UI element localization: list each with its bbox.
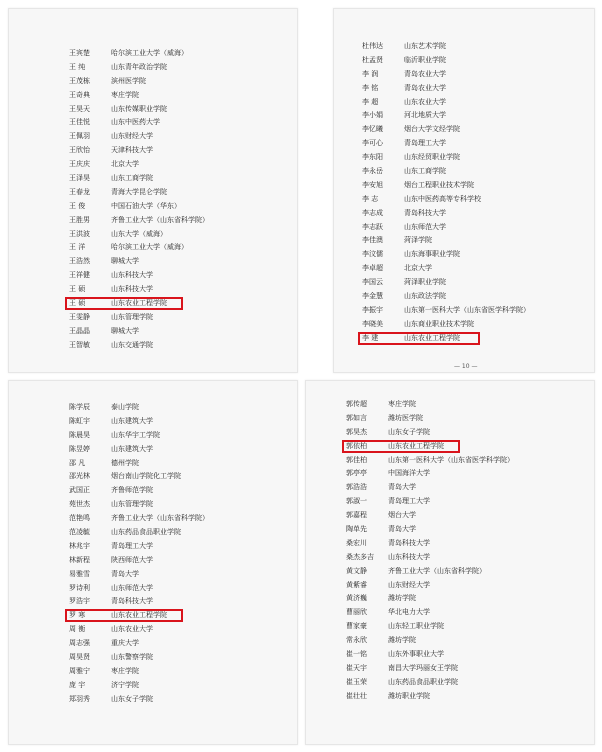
- school-name: 山东政法学院: [404, 292, 446, 301]
- person-name: 李金慧: [362, 292, 383, 301]
- person-name: 王佳悦: [69, 118, 90, 127]
- list-item: [69, 103, 209, 117]
- school-name: 青岛大学: [388, 525, 416, 534]
- person-name: 李志跃: [362, 222, 383, 231]
- school-name: 山东科技大学: [111, 285, 153, 294]
- person-name: 周志强: [69, 639, 90, 648]
- person-name: 李可心: [362, 139, 383, 148]
- person-name: 武国正: [69, 486, 90, 495]
- person-name: 邵光林: [69, 472, 90, 481]
- person-name: 郭传超: [346, 400, 367, 408]
- highlighted-list-item: [69, 609, 209, 623]
- person-name: 郑羽秀: [69, 694, 90, 703]
- person-name: 黄济巍: [346, 594, 367, 603]
- list-item: [69, 255, 209, 269]
- document-page-2: [333, 8, 595, 373]
- person-name: 杜伟达: [362, 42, 383, 50]
- person-name: 李 志: [362, 194, 379, 203]
- school-name: 潍坊医学院: [388, 413, 423, 422]
- list-item: [362, 193, 530, 207]
- list-item: [346, 565, 514, 579]
- person-name: 周昊贤: [69, 653, 90, 662]
- person-name: 王庆庆: [69, 160, 90, 169]
- highlighted-list-item: [346, 440, 514, 454]
- school-name: 烟台南山学院化工学院: [111, 472, 181, 481]
- document-page-4: [305, 380, 595, 745]
- school-name: 烟台大学文经学院: [404, 125, 460, 134]
- list-item: [69, 144, 209, 158]
- person-name: 李 建: [362, 333, 379, 342]
- school-name: 山东药品食品职业学院: [388, 677, 458, 686]
- list-item: [69, 47, 209, 61]
- person-name: 李小娟: [362, 111, 383, 120]
- person-name: 桑宏川: [346, 538, 367, 547]
- school-name: 天津科技大学: [111, 146, 153, 155]
- list-item: [346, 481, 514, 495]
- school-name: 南昌大学玛丽女王学院: [388, 663, 458, 672]
- school-name: 哈尔滨工业大学（威海）: [111, 243, 188, 252]
- person-name: 王雯静: [69, 312, 90, 321]
- person-name: 李东阳: [362, 153, 383, 162]
- list-item: [69, 554, 209, 568]
- list-item: [69, 443, 209, 457]
- list-item: [362, 109, 530, 123]
- list-item: [346, 676, 514, 690]
- person-name: 庞 宇: [69, 680, 86, 689]
- list-item: [362, 304, 530, 318]
- list-item: [69, 186, 209, 200]
- person-name: 王 硕: [69, 285, 86, 294]
- document-page-3: [8, 380, 298, 745]
- list-item: [346, 398, 514, 412]
- school-name: 青岛大学: [111, 569, 139, 578]
- list-item: [346, 634, 514, 648]
- person-name: 王 硕: [69, 299, 86, 308]
- person-name: 王 洋: [69, 243, 86, 252]
- name-list: [346, 398, 514, 704]
- person-name: 陈昱婷: [69, 444, 90, 453]
- person-name: 苑世杰: [69, 500, 90, 509]
- person-name: 郭浩浩: [346, 483, 367, 492]
- list-item: [69, 484, 209, 498]
- school-name: 山东华宇工学院: [111, 430, 160, 439]
- person-name: 王佩羽: [69, 132, 90, 141]
- list-item: [69, 61, 209, 75]
- list-item: [362, 276, 530, 290]
- school-name: 山东中医药高等专科学校: [404, 194, 481, 203]
- person-name: 桑杰多吉: [346, 552, 374, 561]
- school-name: 河北地质大学: [404, 111, 446, 120]
- list-item: [346, 592, 514, 606]
- person-name: 范凌毓: [69, 528, 90, 537]
- person-name: 周雅宁: [69, 666, 90, 675]
- person-name: 郭亭亭: [346, 469, 367, 478]
- school-name: 齐鲁工业大学（山东省科学院）: [388, 566, 486, 575]
- person-name: 王浩然: [69, 257, 90, 266]
- person-name: 范艳鸣: [69, 514, 90, 523]
- school-name: 山东工商学院: [404, 167, 446, 176]
- school-name: 山东管理学院: [111, 500, 153, 509]
- school-name: 山东警察学院: [111, 653, 153, 662]
- list-item: [69, 241, 209, 255]
- list-item: [69, 214, 209, 228]
- list-item: [346, 690, 514, 704]
- person-name: 崔天宇: [346, 663, 367, 672]
- list-item: [69, 595, 209, 609]
- school-name: 山东农业大学: [111, 625, 153, 634]
- person-name: 罗 寒: [69, 611, 86, 620]
- school-name: 陕西师范大学: [111, 555, 153, 564]
- list-item: [362, 290, 530, 304]
- list-item: [69, 228, 209, 242]
- list-item: [346, 551, 514, 565]
- school-name: 山东药品食品职业学院: [111, 528, 181, 537]
- school-name: 中国海洋大学: [388, 469, 430, 478]
- person-name: 常永欣: [346, 636, 367, 645]
- school-name: 青海大学昆仑学院: [111, 187, 167, 196]
- list-item: [69, 540, 209, 554]
- highlighted-list-item: [69, 297, 209, 311]
- list-item: [346, 412, 514, 426]
- list-item: [346, 454, 514, 468]
- school-name: 烟台工程职业技术学院: [404, 180, 474, 189]
- person-name: 王春龙: [69, 187, 90, 196]
- person-name: 李安旭: [362, 180, 383, 189]
- school-name: 山东农业工程学院: [111, 611, 167, 620]
- list-item: [362, 123, 530, 137]
- list-item: [69, 637, 209, 651]
- person-name: 王祥健: [69, 271, 90, 280]
- person-name: 李卓超: [362, 264, 383, 273]
- school-name: 华北电力大学: [388, 608, 430, 617]
- list-item: [362, 137, 530, 151]
- list-item: [346, 537, 514, 551]
- person-name: 林新程: [69, 555, 90, 564]
- person-name: 李国云: [362, 278, 383, 287]
- school-name: 山东第一医科大学（山东省医学科学院）: [404, 305, 530, 314]
- school-name: 山东建筑大学: [111, 444, 153, 453]
- person-name: 李汶儒: [362, 250, 383, 259]
- list-item: [362, 96, 530, 110]
- person-name: 黄文静: [346, 566, 367, 575]
- list-item: [362, 165, 530, 179]
- list-item: [69, 693, 209, 707]
- school-name: 山东师范大学: [404, 222, 446, 231]
- school-name: 山东青年政治学院: [111, 62, 167, 71]
- school-name: 临沂职业学院: [404, 55, 446, 64]
- list-item: [362, 221, 530, 235]
- person-name: 曹丽欣: [346, 608, 367, 617]
- school-name: 山东大学（威海）: [111, 229, 167, 238]
- list-item: [69, 325, 209, 339]
- person-name: 陈虹宇: [69, 416, 90, 425]
- school-name: 山东中医药大学: [111, 118, 160, 127]
- school-name: 聊城大学: [111, 257, 139, 266]
- school-name: 山东商业职业技术学院: [404, 319, 474, 328]
- list-item: [69, 172, 209, 186]
- person-name: 罗浩宇: [69, 597, 90, 606]
- name-list: [69, 47, 209, 353]
- list-item: [69, 401, 209, 415]
- person-name: 李 铭: [362, 83, 379, 92]
- list-item: [362, 54, 530, 68]
- person-name: 崔壮壮: [346, 691, 367, 700]
- school-name: 潍坊学院: [388, 594, 416, 603]
- list-item: [69, 470, 209, 484]
- school-name: 山东工商学院: [111, 174, 153, 183]
- school-name: 青岛理工大学: [388, 497, 430, 506]
- school-name: 齐鲁工业大学（山东省科学院）: [111, 215, 209, 224]
- school-name: 北京大学: [404, 264, 432, 273]
- list-item: [362, 151, 530, 165]
- person-name: 郭如言: [346, 413, 367, 422]
- school-name: 山东轻工职业学院: [388, 622, 444, 631]
- school-name: 山东交通学院: [111, 340, 153, 349]
- list-item: [362, 318, 530, 332]
- school-name: 菏泽学院: [404, 236, 432, 245]
- document-page-1: [8, 8, 298, 373]
- school-name: 泰山学院: [111, 403, 139, 411]
- person-name: 陶单先: [346, 525, 367, 534]
- person-name: 郭佳柏: [346, 455, 367, 464]
- school-name: 中国石油大学（华东）: [111, 201, 181, 210]
- list-item: [346, 523, 514, 537]
- list-item: [362, 40, 530, 54]
- school-name: 青岛科技大学: [404, 208, 446, 217]
- list-item: [69, 623, 209, 637]
- list-item: [346, 426, 514, 440]
- list-item: [346, 606, 514, 620]
- school-name: 山东外事职业大学: [388, 650, 444, 659]
- name-list: [69, 401, 209, 707]
- school-name: 青岛大学: [388, 483, 416, 492]
- list-item: [362, 248, 530, 262]
- school-name: 山东艺术学院: [404, 42, 446, 50]
- person-name: 王奇典: [69, 90, 90, 99]
- person-name: 陈学辰: [69, 403, 90, 411]
- list-item: [69, 498, 209, 512]
- school-name: 潍坊学院: [388, 636, 416, 645]
- person-name: 曹家豪: [346, 622, 367, 631]
- highlighted-list-item: [362, 332, 530, 346]
- school-name: 齐鲁师范学院: [111, 486, 153, 495]
- school-name: 山东管理学院: [111, 312, 153, 321]
- person-name: 李永岳: [362, 167, 383, 176]
- school-name: 枣庄学院: [111, 666, 139, 675]
- list-item: [362, 179, 530, 193]
- school-name: 山东传媒职业学院: [111, 104, 167, 113]
- person-name: 周 衡: [69, 625, 86, 634]
- school-name: 山东女子学院: [111, 694, 153, 703]
- school-name: 青岛科技大学: [388, 538, 430, 547]
- school-name: 山东科技大学: [388, 552, 430, 561]
- list-item: [346, 509, 514, 523]
- school-name: 山东农业工程学院: [404, 333, 460, 342]
- person-name: 王茂栋: [69, 76, 90, 85]
- person-name: 王智敏: [69, 340, 90, 349]
- list-item: [362, 82, 530, 96]
- person-name: 郭嘉程: [346, 511, 367, 520]
- school-name: 山东师范大学: [111, 583, 153, 592]
- page-number: — 10 —: [454, 363, 478, 370]
- school-name: 青岛农业大学: [404, 83, 446, 92]
- school-name: 重庆大学: [111, 639, 139, 648]
- list-item: [69, 311, 209, 325]
- person-name: 郭淑一: [346, 497, 367, 506]
- list-item: [69, 679, 209, 693]
- school-name: 山东第一医科大学（山东省医学科学院）: [388, 455, 514, 464]
- person-name: 黄紫睿: [346, 580, 367, 589]
- school-name: 聊城大学: [111, 326, 139, 335]
- list-item: [362, 207, 530, 221]
- person-name: 李晓美: [362, 319, 383, 328]
- list-item: [69, 200, 209, 214]
- person-name: 王 纯: [69, 62, 86, 71]
- person-name: 陈晨昊: [69, 430, 90, 439]
- school-name: 山东农业大学: [404, 97, 446, 106]
- person-name: 易雅雪: [69, 569, 90, 578]
- list-item: [69, 116, 209, 130]
- person-name: 崔玉荣: [346, 677, 367, 686]
- school-name: 山东海事职业学院: [404, 250, 460, 259]
- school-name: 青岛科技大学: [111, 597, 153, 606]
- school-name: 山东财经大学: [388, 580, 430, 589]
- school-name: 菏泽职业学院: [404, 278, 446, 287]
- person-name: 郭昊杰: [346, 427, 367, 436]
- person-name: 崔一铭: [346, 650, 367, 659]
- person-name: 郭依柏: [346, 441, 367, 450]
- list-item: [346, 662, 514, 676]
- person-name: 王欣怡: [69, 146, 90, 155]
- person-name: 王晶晶: [69, 326, 90, 335]
- person-name: 王泽昊: [69, 174, 90, 183]
- list-item: [69, 269, 209, 283]
- school-name: 山东科技大学: [111, 271, 153, 280]
- list-item: [69, 415, 209, 429]
- school-name: 青岛农业大学: [404, 69, 446, 78]
- person-name: 李 超: [362, 97, 379, 106]
- school-name: 德州学院: [111, 458, 139, 467]
- list-item: [346, 620, 514, 634]
- person-name: 王昊天: [69, 104, 90, 113]
- school-name: 哈尔滨工业大学（威海）: [111, 49, 188, 57]
- school-name: 青岛理工大学: [111, 541, 153, 550]
- school-name: 山东女子学院: [388, 427, 430, 436]
- person-name: 李振宇: [362, 305, 383, 314]
- list-item: [346, 495, 514, 509]
- school-name: 枣庄学院: [388, 400, 416, 408]
- person-name: 林兆宇: [69, 541, 90, 550]
- person-name: 李忆曦: [362, 125, 383, 134]
- name-list: [362, 40, 530, 346]
- school-name: 烟台大学: [388, 511, 416, 520]
- person-name: 王胜男: [69, 215, 90, 224]
- list-item: [69, 665, 209, 679]
- school-name: 滨州医学院: [111, 76, 146, 85]
- person-name: 王宾楚: [69, 49, 90, 57]
- person-name: 王洪波: [69, 229, 90, 238]
- list-item: [69, 526, 209, 540]
- school-name: 青岛理工大学: [404, 139, 446, 148]
- school-name: 潍坊职业学院: [388, 691, 430, 700]
- list-item: [346, 467, 514, 481]
- list-item: [69, 339, 209, 353]
- list-item: [69, 568, 209, 582]
- list-item: [69, 130, 209, 144]
- list-item: [346, 648, 514, 662]
- school-name: 山东农业工程学院: [111, 299, 167, 308]
- list-item: [69, 457, 209, 471]
- list-item: [69, 283, 209, 297]
- list-item: [69, 651, 209, 665]
- school-name: 济宁学院: [111, 680, 139, 689]
- school-name: 山东财经大学: [111, 132, 153, 141]
- person-name: 邵 凡: [69, 458, 86, 467]
- list-item: [362, 234, 530, 248]
- list-item: [69, 75, 209, 89]
- list-item: [362, 262, 530, 276]
- list-item: [69, 582, 209, 596]
- list-item: [362, 68, 530, 82]
- person-name: 罗诗利: [69, 583, 90, 592]
- person-name: 李 润: [362, 69, 379, 78]
- school-name: 枣庄学院: [111, 90, 139, 99]
- list-item: [69, 429, 209, 443]
- person-name: 李佳澳: [362, 236, 383, 245]
- list-item: [69, 512, 209, 526]
- list-item: [346, 579, 514, 593]
- school-name: 山东农业工程学院: [388, 441, 444, 450]
- school-name: 山东建筑大学: [111, 416, 153, 425]
- list-item: [69, 158, 209, 172]
- person-name: 李志成: [362, 208, 383, 217]
- school-name: 北京大学: [111, 160, 139, 169]
- school-name: 齐鲁工业大学（山东省科学院）: [111, 514, 209, 523]
- person-name: 杜孟贤: [362, 55, 383, 64]
- list-item: [69, 89, 209, 103]
- person-name: 王 俊: [69, 201, 86, 210]
- school-name: 山东经贸职业学院: [404, 153, 460, 162]
